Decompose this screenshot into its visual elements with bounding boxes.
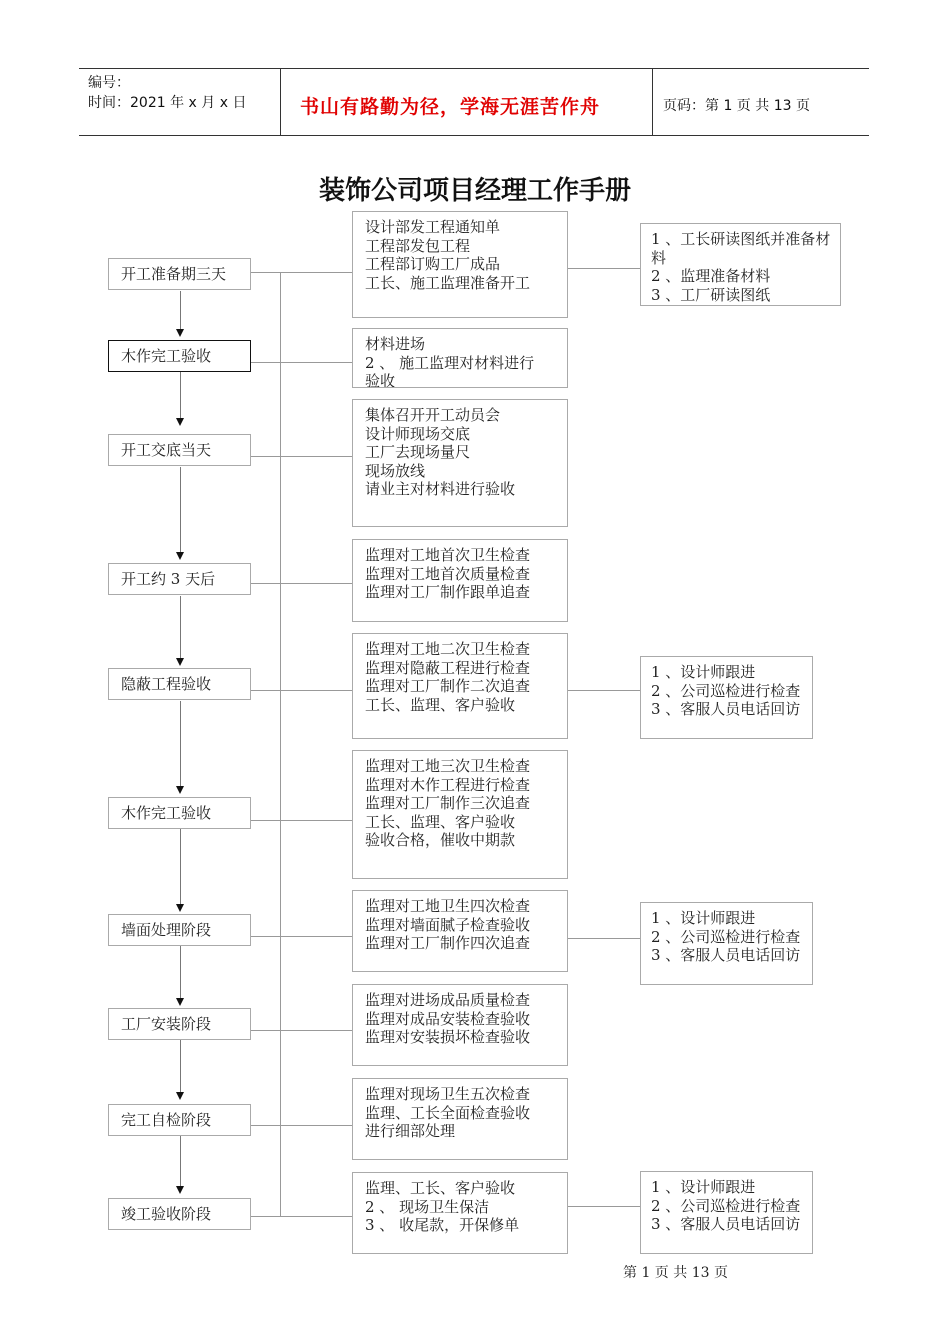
detail-line: 监理对成品安装检查验收 (365, 1009, 531, 1028)
side-note-box (640, 902, 813, 985)
detail-line: 监理对进场成品质量检查 (365, 991, 531, 1009)
detail-line: 监理对工厂制作四次追查 (365, 934, 531, 952)
side-note-box (640, 223, 841, 306)
detail-line: 监理、工长全面检查验收 (365, 1103, 531, 1122)
detail-line: 监理对隐蔽工程进行检查 (365, 658, 531, 677)
detail-box (352, 633, 568, 739)
stage-box: 竣工验收阶段 (108, 1198, 251, 1230)
side-note-line: 3 、客服人员电话回访 (651, 1215, 801, 1233)
side-note-line: 3 、客服人员电话回访 (651, 700, 801, 718)
side-note-line: 2 、公司巡检进行检查 (651, 1196, 801, 1215)
arrow-line (180, 1040, 181, 1092)
side-note-line: 1 、设计师跟进 (651, 663, 756, 681)
detail-line: 监理对工厂制作二次追查 (365, 677, 531, 695)
detail-line: 验收 (365, 372, 396, 388)
detail-line: 进行细部处理 (365, 1122, 456, 1140)
stage-box: 墙面处理阶段 (108, 914, 251, 946)
side-note-line: 1 、设计师跟进 (651, 909, 756, 927)
arrow-down-icon (176, 786, 184, 794)
stage-box: 工厂安装阶段 (108, 1008, 251, 1040)
detail-box (352, 750, 568, 879)
arrow-line (180, 701, 181, 786)
connector (568, 268, 640, 269)
connector (251, 362, 352, 363)
detail-box (352, 539, 568, 622)
side-note-line: 3 、客服人员电话回访 (651, 946, 801, 964)
side-note-line: 1 、设计师跟进 (651, 1178, 756, 1196)
detail-line: 设计部发工程通知单 (365, 218, 501, 236)
stage-box: 木作完工验收 (108, 797, 251, 829)
arrow-line (180, 829, 181, 904)
page-footer: 第 1 页 共 13 页 (623, 1265, 728, 1281)
detail-line: 监理对工地首次卫生检查 (365, 546, 531, 564)
arrow-down-icon (176, 904, 184, 912)
arrow-line (180, 372, 181, 418)
side-note-box (640, 1171, 813, 1254)
detail-line: 工长、监理、客户验收 (365, 812, 516, 831)
detail-box (352, 328, 568, 388)
detail-line: 设计师现场交底 (365, 424, 471, 443)
detail-line: 材料进场 (365, 335, 426, 353)
number-label: 编号： (88, 75, 130, 91)
detail-line: 监理对安装损坏检查验收 (365, 1028, 531, 1046)
connector (251, 583, 352, 584)
stage-box: 木作完工验收 (108, 340, 251, 372)
arrow-line (180, 1136, 181, 1186)
detail-line: 请业主对材料进行验收 (365, 480, 516, 498)
arrow-line (180, 946, 181, 998)
detail-line: 监理对墙面腻子检查验收 (365, 915, 531, 934)
detail-line: 监理对工地首次质量检查 (365, 564, 531, 583)
arrow-down-icon (176, 418, 184, 426)
header-divider-2 (652, 68, 653, 136)
connector (568, 690, 640, 691)
arrow-down-icon (176, 658, 184, 666)
connector (251, 936, 352, 937)
connector (251, 1125, 352, 1126)
arrow-down-icon (176, 1186, 184, 1194)
stage-box: 开工交底当天 (108, 434, 251, 466)
side-note-line: 2 、公司巡检进行检查 (651, 681, 801, 700)
arrow-down-icon (176, 552, 184, 560)
detail-line: 2 、 施工监理对材料进行 (365, 353, 535, 372)
side-note-line: 2 、监理准备材料 (651, 267, 771, 285)
detail-line: 集体召开开工动员会 (365, 406, 501, 424)
connector (251, 272, 352, 273)
side-note-line: 2 、公司巡检进行检查 (651, 927, 801, 946)
connector (568, 1206, 640, 1207)
stage-box: 隐蔽工程验收 (108, 668, 251, 700)
detail-box (352, 399, 568, 527)
side-note-line: 1 、工长研读图纸并准备材料 (651, 230, 831, 267)
connector (251, 690, 352, 691)
trunk-line (280, 272, 281, 1216)
detail-box (352, 1078, 568, 1160)
page-label: 页码：第 1 页 共 13 页 (663, 98, 810, 114)
connector (251, 456, 352, 457)
header-divider-1 (280, 68, 281, 136)
detail-line: 监理对木作工程进行检查 (365, 775, 531, 794)
header-bottom-rule (79, 135, 869, 136)
detail-line: 工长、监理、客户验收 (365, 695, 516, 714)
connector (568, 938, 640, 939)
motto: 书山有路勤为径，学海无涯苦作舟 (300, 96, 601, 118)
detail-line: 3 、 收尾款，开保修单 (365, 1216, 520, 1234)
connector (251, 1216, 352, 1217)
detail-line: 监理对现场卫生五次检查 (365, 1085, 531, 1103)
detail-box (352, 890, 568, 972)
header-top-rule (79, 68, 869, 69)
page-title: 装饰公司项目经理工作手册 (318, 176, 631, 206)
connector (251, 820, 352, 821)
detail-line: 监理对工厂制作三次追查 (365, 794, 531, 812)
stage-box: 开工约 3 天后 (108, 563, 251, 595)
arrow-line (180, 291, 181, 329)
detail-line: 监理对工地卫生四次检查 (365, 897, 531, 915)
arrow-line (180, 467, 181, 552)
detail-line: 现场放线 (365, 461, 426, 480)
detail-line: 监理、工长、客户验收 (365, 1179, 516, 1197)
detail-line: 监理对工厂制作跟单追查 (365, 583, 531, 601)
stage-box: 完工自检阶段 (108, 1104, 251, 1136)
detail-line: 工厂去现场量尺 (365, 443, 471, 461)
side-note-line: 3 、工厂研读图纸 (651, 285, 771, 304)
arrow-down-icon (176, 998, 184, 1006)
arrow-down-icon (176, 329, 184, 337)
side-note-box (640, 656, 813, 739)
detail-line: 监理对工地三次卫生检查 (365, 757, 531, 775)
arrow-line (180, 596, 181, 658)
arrow-down-icon (176, 1092, 184, 1100)
stage-box: 开工准备期三天 (108, 258, 251, 290)
detail-line: 2 、 现场卫生保洁 (365, 1197, 490, 1216)
detail-line: 监理对工地二次卫生检查 (365, 640, 531, 658)
detail-line: 工长、施工监理准备开工 (365, 273, 531, 292)
time-label: 时间：2021 年 x 月 x 日 (88, 95, 247, 111)
detail-box (352, 211, 568, 318)
detail-line: 工程部订购工厂成品 (365, 255, 501, 273)
connector (251, 1030, 352, 1031)
detail-line: 工程部发包工程 (365, 236, 471, 255)
detail-box (352, 1172, 568, 1254)
detail-box (352, 984, 568, 1066)
detail-line: 验收合格，催收中期款 (365, 831, 516, 849)
